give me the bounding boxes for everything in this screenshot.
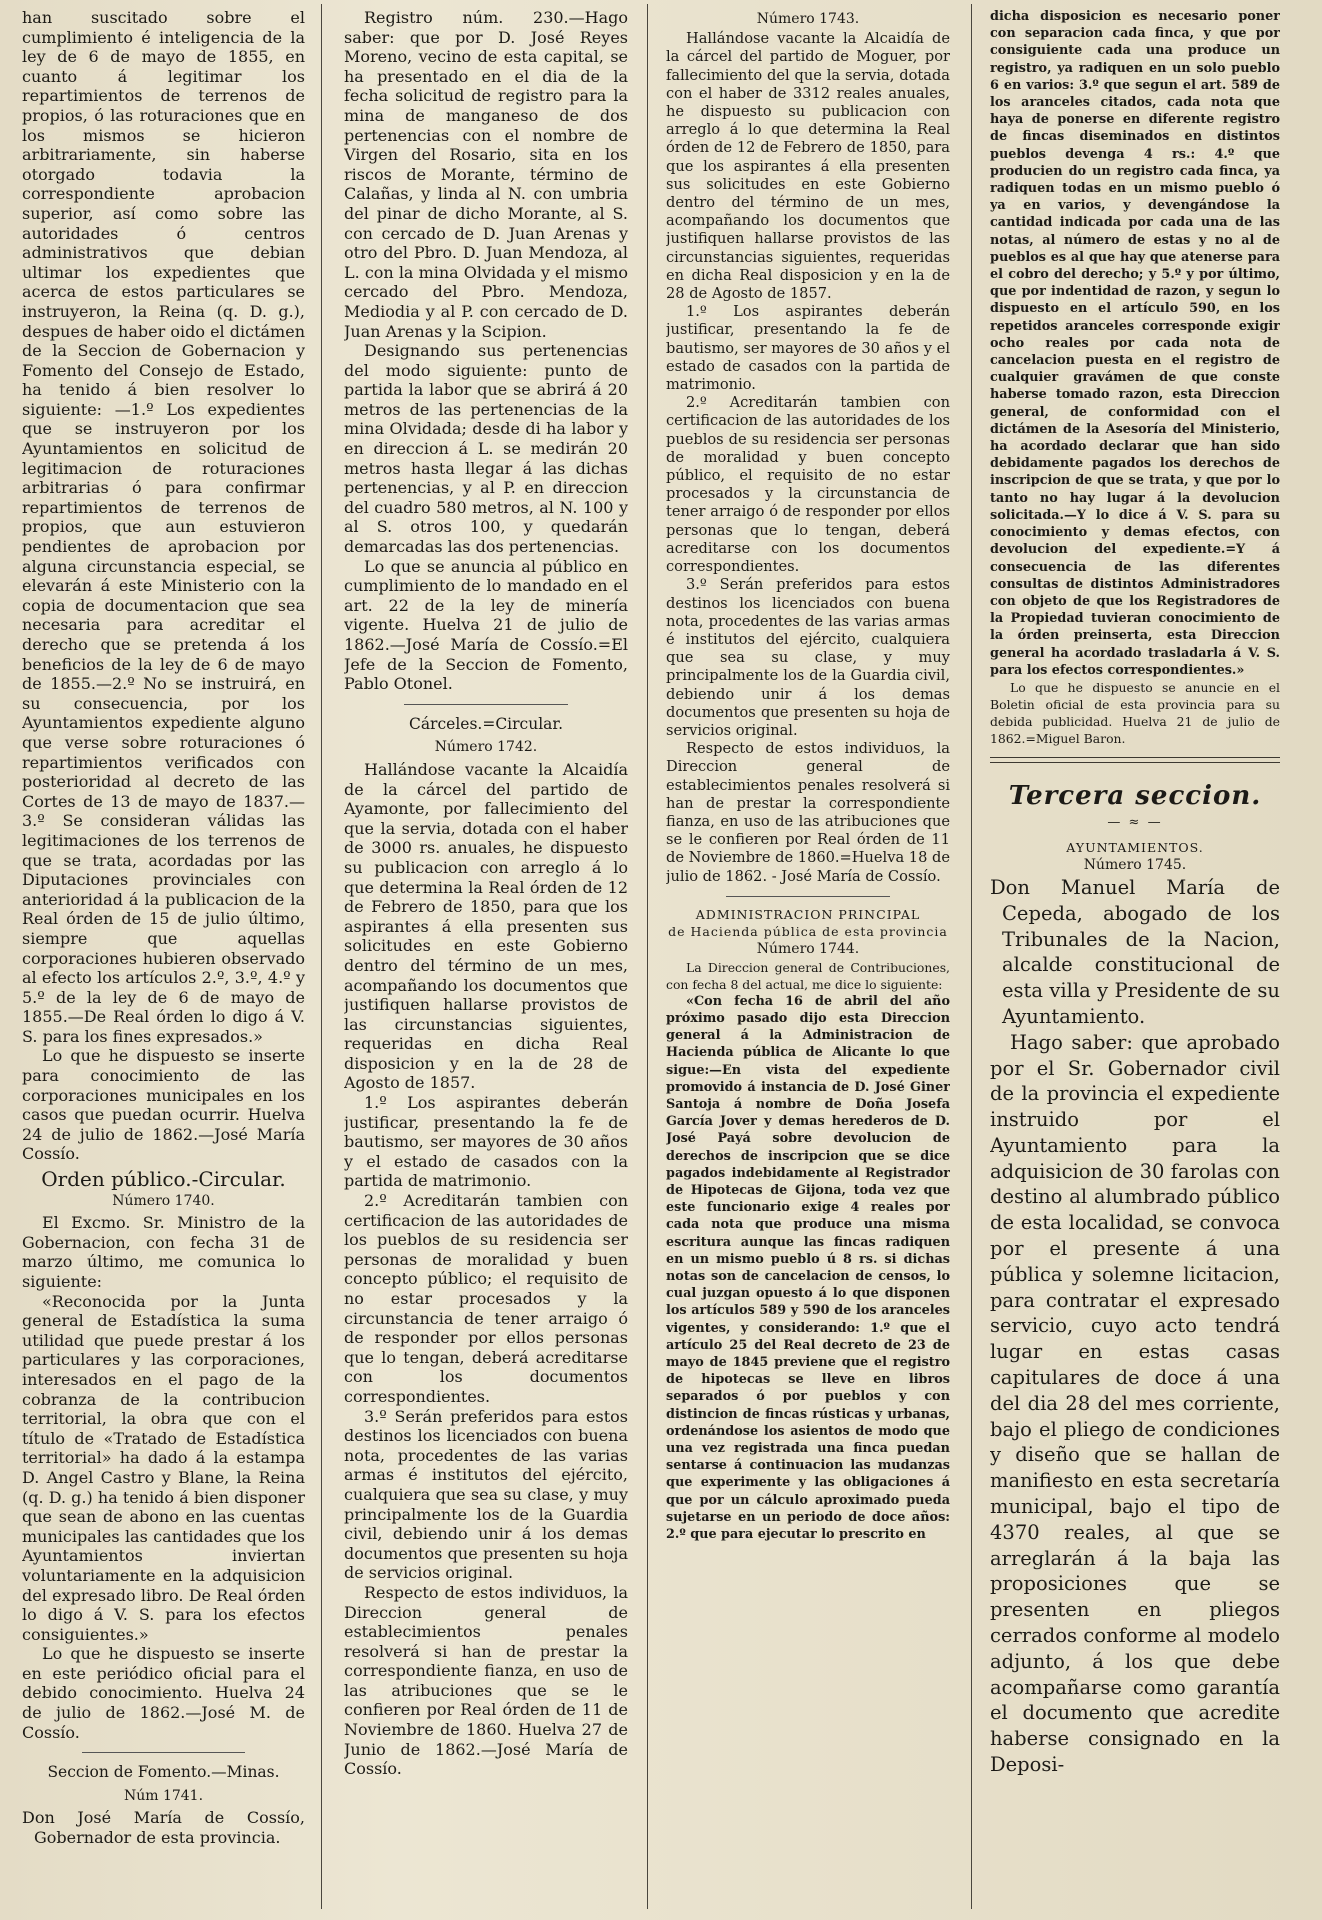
separator <box>404 704 568 705</box>
section-subheading: de Hacienda pública de esta provincia <box>668 923 948 939</box>
article-text: Don Manuel María de Cepeda, abogado de los Tribunales de la Nacion, alcalde constitucional de esta villa y Presidente de su Ayuntamiento. <box>990 875 1280 1028</box>
column-2 <box>344 8 628 1908</box>
double-rule <box>990 757 1280 763</box>
article-text: Hallándose vacante la Alcaidía de la cárcel del partido de Ayamonte, por fallecimiento del que la servia, dotada con el haber de 3000 rs. anuales, he dispuesto su publicacion con arreglo á lo que determina la Real órden de 12 de Febrero de 1850, para que los aspirantes á ella presenten sus solicitudes en este Gobierno dentro del término de un mes, acompañando los documentos que justifiquen hallarse provistos de las circunstancias siguientes, requeridas en dicha Real disposicion y en la de 28 de Agosto de 1857. <box>344 759 628 1093</box>
article-text: dicha disposicion es necesario poner con separacion cada finca, y que por consiguiente cada una produce un registro, ya radiquen en un solo pueblo 6 en varios: 3.º que segun el art. 589 de los aranceles citados, cada nota que haya de ponerse en diferente registro de fincas diseminados en distintos pueblos devenga 4 rs.: 4.º que producien do un registro cada finca, ya radiquen todas en un mismo pueblo ó ya en varios, y devengándose la cantidad indicada por cada una de las notas, al número de estas y no al de pueblos es al que hay que atenerse para el cobro del derecho; y 5.º y por último, que por indentidad de razon, y segun lo dispuesto en el artículo 590, en los repetidos aranceles corresponde exigir ocho reales por cada nota de cancelacion puesta en el registro de cualquier gravámen de que conste haberse tomado razon, esta Direccion general, de conformidad con el dictámen de la Asesoría del Ministerio, ha acordado declarar que han sido debidamente pagados los derechos de inscripcion de que se trata, y que por lo tanto no hay lugar á la devolucion solicitada.—Y lo dice á V. S. para su conocimiento y demas efectos, con devolucion del expediente.=Y á consecuencia de las diferentes consultas de distintos Administradores con objeto de que los Registradores de la Propiedad tuvieran conocimiento de la órden preinserta, esta Direccion general ha acordado trasladarla á V. S. para los efectos correspondientes.» <box>990 9 1280 678</box>
article-text: 2.º Acreditarán tambien con certificacion de las autoridades de los pueblos de su residencia ser personas de moralidad y buen concepto público; el requisito de no estar procesados y la circunstancia de tener arraigo ó de responder por ellos personas que lo tengan, deberá acreditarse con los documentos correspondientes. <box>344 1191 628 1406</box>
notice-number: Número 1742. <box>434 739 538 756</box>
column-3 <box>666 8 950 1908</box>
ornament: — ≈ — <box>1107 814 1163 830</box>
article-text: Lo que he dispuesto se inserte en este periódico oficial para el debido conocimiento. Huelva 24 de julio de 1862.—José M. de Cossío. <box>22 1644 305 1742</box>
article-text: La Direccion general de Contribuciones, con fecha 8 del actual, me dice lo siguiente: <box>666 959 950 992</box>
column-rule <box>971 4 972 1909</box>
article-text: 3.º Serán preferidos para estos destinos los licenciados con buena nota, procedentes de las varias armas é institutos del ejército, cualquiera que sea su clase, y muy principalmente los de la Guardia civil, debiendo unir á los demas documentos que presenten su hoja de servicios original. <box>666 576 950 739</box>
article-text: 1.º Los aspirantes deberán justificar, presentando la fe de bautismo, ser mayores de 30 años y el estado de casados con la partida de matrimonio. <box>344 1093 628 1191</box>
separator <box>82 1752 245 1753</box>
article-text: Lo que he dispuesto se anuncie en el Boletin oficial de esta provincia para su debida publicidad. Huelva 21 de julio de 1862.=Miguel Baron. <box>990 679 1280 746</box>
notice-number: Número 1743. <box>756 11 860 27</box>
notice-number: Número 1745. <box>1083 856 1187 873</box>
article-text: Lo que se anuncia al público en cumplimiento de lo mandado en el art. 22 de la ley de minería vigente. Huelva 21 de julio de 1862.—José María de Cossío.=El Jefe de la Seccion de Fomento, Pablo Otonel. <box>344 556 628 694</box>
article-text: Registro núm. 230.—Hago saber: que por D. José Reyes Moreno, vecino de esta capital, se ha presentado en el dia de la fecha solicitud de registro para la mina de manganeso de dos pertenencias con el nombre de Virgen del Rosario, sita en los riscos de Morante, término de Calañas, y linda al N. con umbria del pinar de dicho Morante, al S. con cercado de D. Juan Arenas y otro del Pbro. D. Juan Mendoza, al L. con la mina Olvidada y el mismo cercado del Pbro. Mendoza, Mediodia y al P. con cercado de D. Juan Arenas y la Scipion. <box>344 8 628 341</box>
article-text: Don José María de Cossío, Gobernador de esta provincia. <box>22 1808 305 1848</box>
column-1 <box>22 8 305 1908</box>
article-text: El Excmo. Sr. Ministro de la Gobernacion, con fecha 31 de marzo último, me comunica lo siguiente: <box>22 1213 305 1291</box>
section-heading: ADMINISTRACION PRINCIPAL <box>695 906 921 922</box>
notice-number: Núm 1741. <box>123 1787 204 1804</box>
column-rule <box>647 4 648 1909</box>
article-text: «Reconocida por la Junta general de Estadística la suma utilidad que puede prestar á los particulares y las corporaciones, interesados en el pago de la cobranza de la contribucion territorial, la obra que con el título de «Tratado de Estadística territorial» ha dado á la estampa D. Angel Castro y Blane, la Reina (q. D. g.) ha tenido á bien disponer que sean de abono en las cuentas municipales las cantidades que los Ayuntamientos inviertan voluntariamente en la adquisicion del expresado libro. De Real órden lo digo á V. S. para los efectos consiguientes.» <box>22 1291 305 1644</box>
section-heading: Tercera seccion. <box>1008 780 1262 811</box>
column-rule <box>321 4 322 1909</box>
section-heading: Seccion de Fomento.—Minas. <box>47 1763 280 1782</box>
article-text: 2.º Acreditarán tambien con certificacion de las autoridades de los pueblos de su residencia ser personas de moralidad y buen concepto público, el requisito de no estar procesados y la circunstancia de tener arraigo ó de responder por ellos personas que lo tengan, deberá acreditarse con los documentos correspondientes. <box>666 394 950 576</box>
section-heading: Orden público.-Circular. <box>41 1167 286 1192</box>
column-4 <box>990 8 1280 1908</box>
article-text: «Con fecha 16 de abril del año próximo pasado dijo esta Direccion general á la Administracion de Hacienda pública de Alicante lo que sigue:—En vista del expediente promovido á instancia de D. José Giner Santoja á nombre de Doña Josefa García Jover y demas herederos de D. José Payá sobre devolucion de derechos de inscripcion que se dice pagados indebidamente al Registrador de Hipotecas de Gijona, toda vez que este funcionario exige 4 reales por cada nota que produce una misma escritura aunque las fincas radiquen en un mismo pueblo ú 8 rs. si dichas notas son de cancelacion de censos, lo cual juzgan opuesto á lo que disponen los artículos 589 y 590 de los aranceles vigentes, y considerando: 1.º que el artículo 25 del Real decreto de 23 de mayo de 1845 previene que el registro de hipotecas se lleve en libros separados ó por pueblos y con distincion de fincas rústicas y urbanas, ordenándose los asientos de modo que una vez registrada una finca puedan sentarse á continuacion las mudanzas que experimente y las obligaciones á que por un cálculo aproximado pueda sujetarse en un periodo de doce años: 2.º que para ejecutar lo prescrito en <box>666 993 950 1543</box>
article-text: Hallándose vacante la Alcaidía de la cárcel del partido de Moguer, por fallecimiento del que la servia, dotada con el haber de 3312 reales anuales, he dispuesto su publicacion con arreglo á lo que determina la Real órden de 12 de Febrero de 1850, para que los aspirantes á ella presenten sus solicitudes en este Gobierno dentro del término de un mes, acompañando los documentos que justifiquen hallarse provistos de las circunstancias siguientes, requeridas en dicha Real disposicion y en la de 28 de Agosto de 1857. <box>666 30 950 303</box>
article-text: 1.º Los aspirantes deberán justificar, presentando la fe de bautismo, ser mayores de 30 años y el estado de casados con la partida de matrimonio. <box>666 303 950 394</box>
article-text: Respecto de estos individuos, la Direccion general de establecimientos penales resolverá si han de prestar la correspondiente fianza, en uso de las atribuciones que se le confieren por Real órden de 11 de Noviembre de 1860.=Huelva 18 de julio de 1862. - José María de Cossío. <box>666 740 950 885</box>
article-text: 3.º Serán preferidos para estos destinos los licenciados con buena nota, procedentes de las varias armas é institutos del ejército, cualquiera que sea su clase, y muy principalmente los de la Guardia civil, debiendo unir á los demas documentos que presenten su hoja de servicios original. <box>344 1406 628 1583</box>
notice-number: Número 1740. <box>112 1192 215 1209</box>
separator <box>726 896 890 897</box>
article-text: Respecto de estos individuos, la Direccion general de establecimientos penales resolverá si han de prestar la correspondiente fianza, en uso de las atribuciones que se le confieren por Real órden de 11 de Noviembre de 1860. Huelva 27 de Junio de 1862.—José María de Cossío. <box>344 1582 628 1779</box>
article-text: Hago saber: que aprobado por el Sr. Gobernador civil de la provincia el expediente instruido por el Ayuntamiento para la adquisicion de 30 farolas con destino al alumbrado público de esta localidad, se convoca por el presente á una pública y solemne licitacion, para contratar el expresado servicio, cuyo acto tendrá lugar en estas casas capitulares de doce á una del dia 28 del mes corriente, bajo el pliego de condiciones y diseño que se hallan de manifiesto en esta secretaría municipal, bajo el tipo de 4370 reales, al que se arreglarán á la baja las proposiciones que se presenten en pliegos cerrados conforme al modelo adjunto, á los que debe acompañarse como garantía el documento que acredite haberse consignado en la Deposi- <box>990 1030 1280 1777</box>
article-text: Designando sus pertenencias del modo siguiente: punto de partida la labor que se abrirá á 20 metros de las pertenencias de la mina Olvidada; desde di ha labor y en direccion á L. se medirán 20 metros hasta llegar á las dichas pertenencias, y al P. en direccion del cuadro 580 metros, al N. 100 y al S. otros 100, y quedarán demarcadas las dos pertenencias. <box>344 341 628 557</box>
notice-number: Número 1744. <box>756 940 860 957</box>
section-heading: Cárceles.=Circular. <box>408 714 564 733</box>
section-heading: AYUNTAMIENTOS. <box>1066 839 1204 855</box>
article-text: han suscitado sobre el cumplimiento é inteligencia de la ley de 6 de mayo de 1855, en cuanto á legitimar los repartimientos de terrenos de propios, ó las roturaciones que en los mismos se hicieron arbitrariamente, sin haberse otorgado todavia la correspondiente aprobacion superior, así como sobre las autoridades ó centros administrativos que debian ultimar los expedientes que acerca de estos particulares se instruyeron, la Reina (q. D. g.), despues de haber oido el dictámen de la Seccion de Gobernacion y Fomento del Consejo de Estado, ha tenido á bien resolver lo siguiente: —1.º Los expedientes que se instruyeron por los Ayuntamientos en solicitud de legitimacion de roturaciones arbitrarias ó para confirmar repartimientos de terrenos de propios, que aun estuvieron pendientes de aprobacion por alguna circunstancia especial, se elevarán á este Ministerio con la copia de documentacion que sea necesaria para acreditar el derecho que se pretenda á los beneficios de la ley de 6 de mayo de 1855.—2.º No se instruirá, en su consecuencia, por los Ayuntamientos expediente alguno que verse sobre roturaciones ó repartimientos verificados con posterioridad al decreto de las Cortes de 13 de mayo de 1837.—3.º Se consideran válidas las legitimaciones de los terrenos de que se trata, acordadas por las Diputaciones provinciales con anterioridad á la publicacion de la Real órden de 15 de julio último, siempre que aquellas corporaciones hubieren observado al efecto los artículos 2.º, 3.º, 4.º y 5.º de la ley de 6 de mayo de 1855.—De Real órden lo digo á V. S. para los fines expresados.» <box>22 8 305 1046</box>
article-text: Lo que he dispuesto se inserte para conocimiento de las corporaciones municipales en los casos que puedan ocurrir. Huelva 24 de julio de 1862.—José María Cossío. <box>22 1046 305 1164</box>
